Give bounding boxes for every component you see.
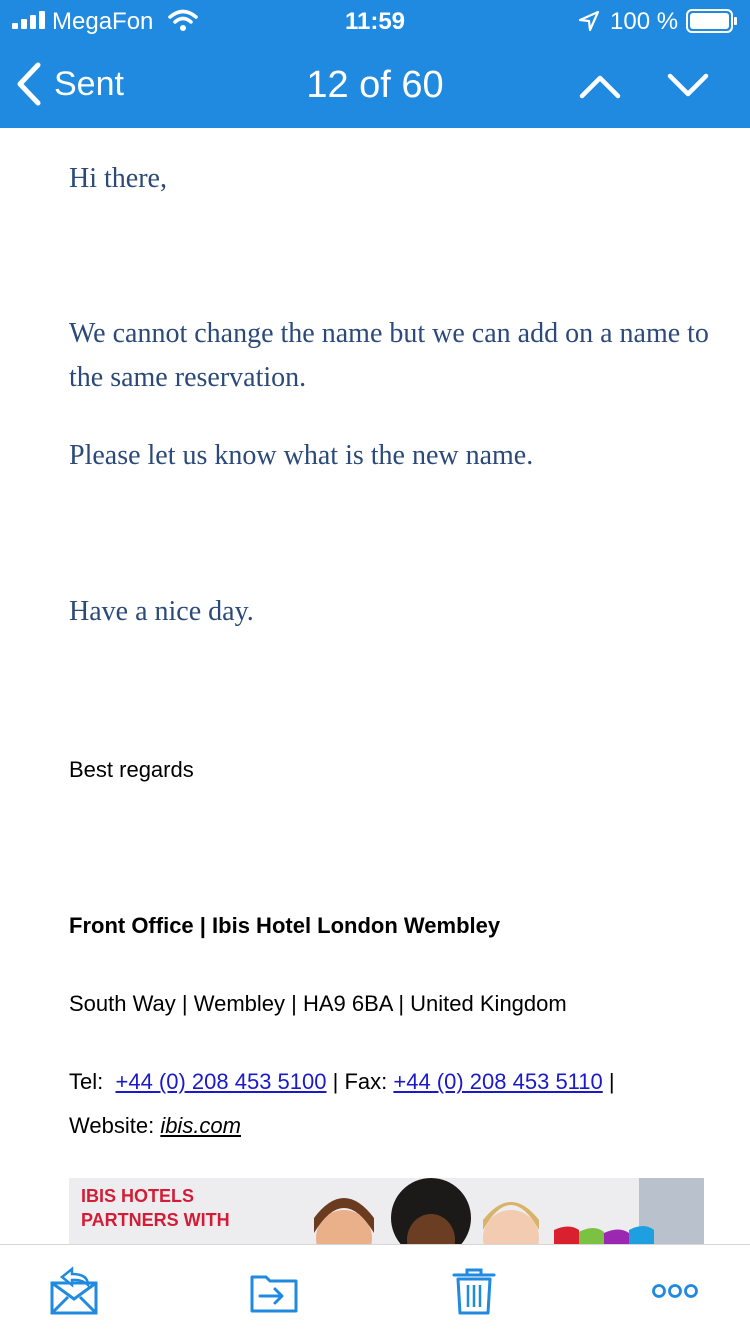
chevron-up-icon[interactable] xyxy=(578,68,622,104)
email-paragraph: Please let us know what is the new name. xyxy=(69,440,534,471)
signature-address: South Way | Wembley | HA9 6BA | United Kingdom xyxy=(69,991,567,1016)
banner-people-image xyxy=(269,1178,569,1244)
status-time: 11:59 xyxy=(344,8,406,35)
email-regards: Best regards xyxy=(69,757,194,782)
signature-contacts xyxy=(69,1060,729,1148)
battery-percent: 100 % xyxy=(610,8,679,35)
email-paragraph: We cannot change the name but we can add on a name to the same reservation. xyxy=(69,318,709,393)
website-link[interactable]: ibis.com xyxy=(160,1113,241,1138)
nav-bar xyxy=(0,40,750,128)
banner-text xyxy=(81,1184,230,1232)
more-icon[interactable] xyxy=(650,1265,700,1317)
back-label: Sent xyxy=(54,64,124,103)
tel-label: Tel: xyxy=(69,1069,104,1094)
email-body xyxy=(0,128,750,1244)
website-label: Website: xyxy=(69,1113,155,1138)
promo-banner[interactable] xyxy=(69,1178,704,1244)
fax-link[interactable]: +44 (0) 208 453 5110 xyxy=(393,1069,603,1094)
reply-mail-icon[interactable] xyxy=(48,1265,100,1317)
battery-icon xyxy=(686,9,738,33)
fax-label: | Fax: xyxy=(332,1069,388,1094)
chevron-down-icon[interactable] xyxy=(666,68,710,104)
location-icon xyxy=(578,10,600,32)
banner-decoration xyxy=(549,1178,704,1244)
separator: | xyxy=(608,1069,615,1094)
banner-line: IBIS HOTELS xyxy=(81,1186,195,1206)
status-bar xyxy=(0,0,750,40)
move-folder-icon[interactable] xyxy=(248,1265,300,1317)
app-header xyxy=(0,0,750,128)
banner-line: PARTNERS WITH xyxy=(81,1210,230,1230)
carrier-name: MegaFon xyxy=(52,8,154,35)
message-counter: 12 of 60 xyxy=(306,64,444,106)
trash-icon[interactable] xyxy=(448,1265,500,1317)
bottom-toolbar xyxy=(0,1244,750,1334)
email-greeting: Hi there, xyxy=(69,163,167,194)
email-paragraph: Have a nice day. xyxy=(69,596,254,627)
tel-link[interactable]: +44 (0) 208 453 5100 xyxy=(115,1069,327,1094)
signature-title: Front Office | Ibis Hotel London Wembley xyxy=(69,913,501,938)
